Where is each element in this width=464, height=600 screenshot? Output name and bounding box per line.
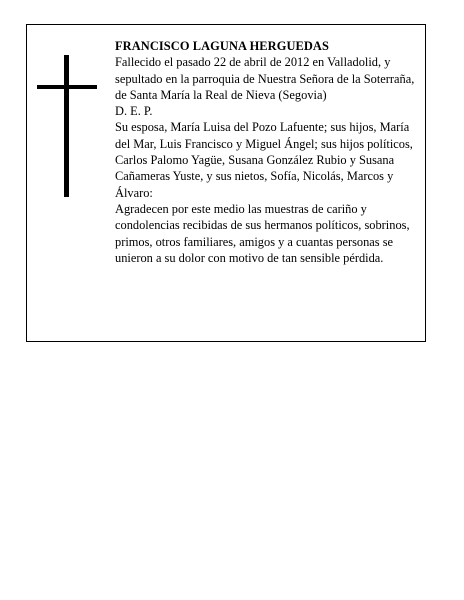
gratitude-message: Agradecen por este medio las muestras de cariño y condolencias recibidas de sus hermanos políticos, sobrinos, primos, otros familiares, amigos y a cuantas personas se unieron a su dolor con motivo de tan sensible pérdida. (115, 201, 410, 265)
cross-horizontal-bar (37, 85, 97, 89)
death-details: Fallecido el pasado 22 de abril de 2012 en Valladolid, y sepultado en la parroquia de Nuestra Señora de la Soterraña, de Santa María la Real de Nieva (Segovia) (115, 55, 415, 102)
rip-line: D. E. P. (115, 104, 153, 119)
family-list: Su esposa, María Luisa del Pozo Lafuente; sus hijos, María del Mar, Luis Francisco y Miguel Ángel; sus hijos políticos, Carlos Palomo Yagüe, Susana González Rubio y Susana Cañameras Yuste, y sus nietos, Sofía, Nicolás, Marcos y Álvaro: (115, 120, 413, 200)
cross-vertical-bar (64, 55, 69, 197)
notice-body (115, 38, 421, 266)
obituary-notice (26, 24, 426, 342)
deceased-name: FRANCISCO LAGUNA HERGUEDAS (115, 39, 329, 53)
cross-icon (37, 55, 97, 197)
